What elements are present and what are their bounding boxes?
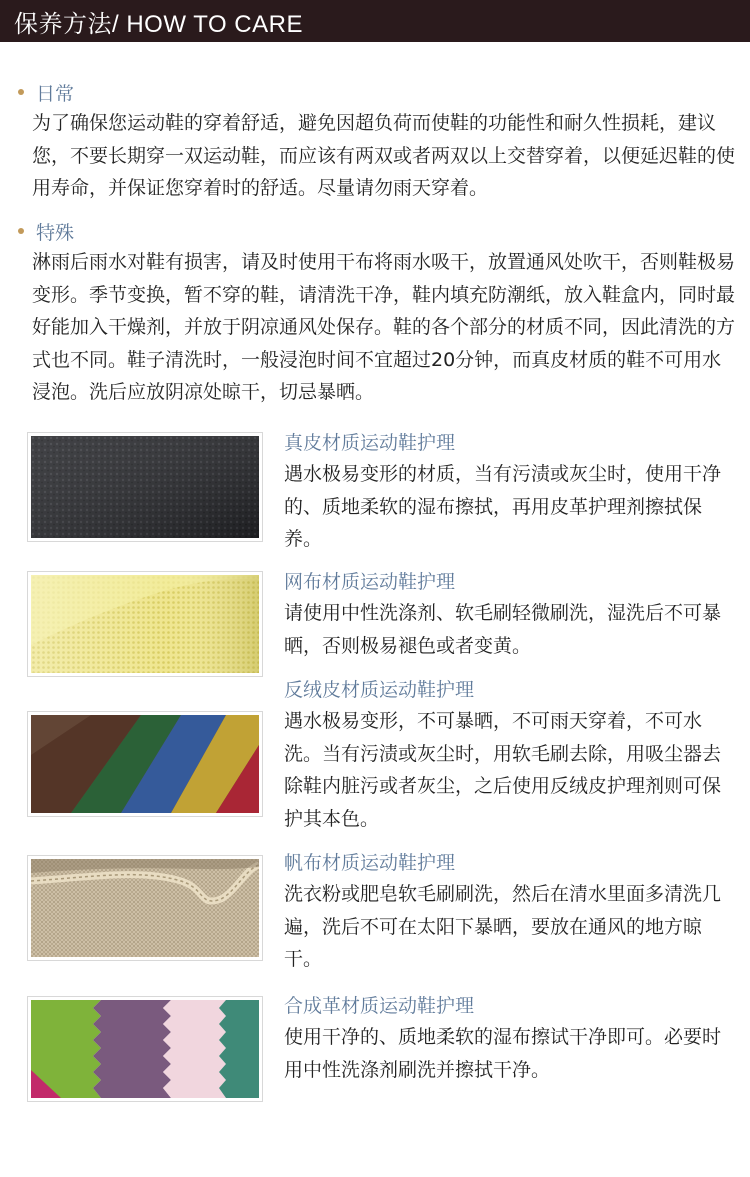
material-synthetic-title: 合成革材质运动鞋护理 bbox=[284, 995, 475, 1017]
synthetic-leather-swatches-image bbox=[27, 996, 263, 1102]
suede-swatches-image bbox=[27, 711, 263, 817]
material-canvas-body: 洗衣粉或肥皂软毛刷刷洗，然后在清水里面多清洗几遍，洗后不可在太阳下暴晒，要放在通风的地方晾干。 bbox=[284, 883, 722, 970]
material-suede-title: 反绒皮材质运动鞋护理 bbox=[284, 679, 475, 701]
material-suede-body: 遇水极易变形，不可暴晒，不可雨天穿着，不可水洗。当有污渍或灰尘时，用软毛刷去除，用吸尘器去除鞋内脏污或者灰尘，之后使用反绒皮护理剂则可保护其本色。 bbox=[284, 710, 722, 830]
daily-title-row bbox=[14, 77, 738, 107]
page-title-en: / HOW TO CARE bbox=[112, 10, 303, 38]
special-title-row bbox=[14, 216, 738, 246]
material-mesh-text bbox=[284, 567, 734, 662]
canvas-with-rope-image bbox=[27, 855, 263, 961]
material-suede-text bbox=[284, 675, 734, 835]
special-title: 特殊 bbox=[36, 221, 75, 244]
material-mesh-title: 网布材质运动鞋护理 bbox=[284, 571, 456, 593]
material-canvas-title: 帆布材质运动鞋护理 bbox=[284, 852, 456, 874]
material-leather-title: 真皮材质运动鞋护理 bbox=[284, 432, 456, 454]
special-body: 淋雨后雨水对鞋有损害，请及时使用干布将雨水吸干，放置通风处吹干，否则鞋极易变形。季节变换，暂不穿的鞋，请清洗干净，鞋内填充防潮纸，放入鞋盒内，同时最好能加入干燥剂，并放于阴凉通风处保存。鞋的各个部分的材质不同，因此清洗的方式也不同。鞋子清洗时，一般浸泡时间不宜超过20分钟，而真皮材质的鞋不可用水浸泡。洗后应放阴凉处晾干，切忌暴晒。 bbox=[32, 251, 736, 403]
daily-body: 为了确保您运动鞋的穿着舒适，避免因超负荷而使鞋的功能性和耐久性损耗，建议您，不要长期穿一双运动鞋，而应该有两双或者两双以上交替穿着，以便延迟鞋的使用寿命，并保证您穿着时的舒适。尽量请勿雨天穿着。 bbox=[32, 112, 736, 199]
material-leather-text bbox=[284, 428, 734, 556]
material-synthetic-body: 使用干净的、质地柔软的湿布擦试干净即可。必要时用中性洗涤剂刷洗并擦拭干净。 bbox=[284, 1026, 722, 1081]
material-leather-body: 遇水极易变形的材质，当有污渍或灰尘时，使用干净的、质地柔软的湿布擦拭，再用皮革护理剂擦拭保养。 bbox=[284, 463, 722, 550]
material-canvas-text bbox=[284, 848, 734, 976]
bullet-dot-icon bbox=[18, 89, 24, 95]
page-title-cn: 保养方法 bbox=[14, 10, 112, 38]
special-section bbox=[14, 216, 738, 409]
yellow-mesh-texture-image bbox=[27, 571, 263, 677]
black-leather-texture-image bbox=[27, 432, 263, 542]
daily-title: 日常 bbox=[36, 82, 75, 105]
bullet-dot-icon bbox=[18, 228, 24, 234]
page-title bbox=[0, 4, 303, 39]
material-mesh-body: 请使用中性洗涤剂、软毛刷轻微刷洗，湿洗后不可暴晒，否则极易褪色或者变黄。 bbox=[284, 602, 722, 657]
material-synthetic-text bbox=[284, 991, 734, 1086]
page-header bbox=[0, 0, 750, 42]
daily-section bbox=[14, 77, 738, 205]
